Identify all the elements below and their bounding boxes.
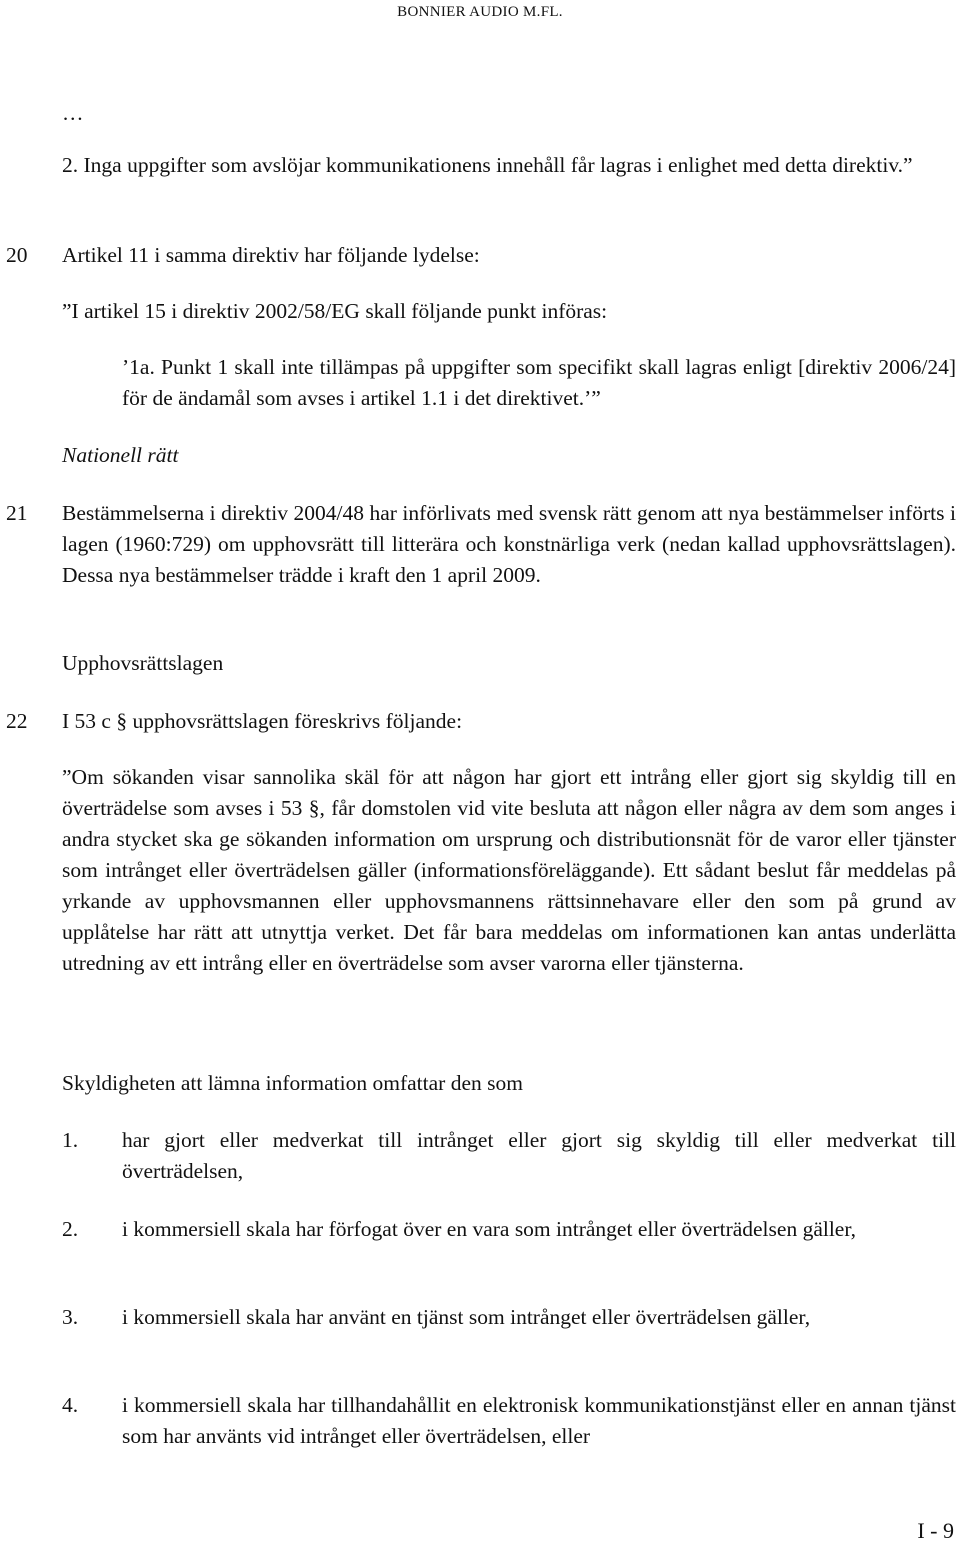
paragraph-21-text: Bestämmelserna i direktiv 2004/48 har införlivats med svensk rätt genom att nya bestämmelser införts i lagen (1960:729) om upphovsrätt till litterära och konstnärliga verk (nedan kallad upphovsrättslagen). Dessa nya bestämmelser trädde i kraft den 1 april 2009. [62,501,956,587]
list-item-text: har gjort eller medverkat till intrånget eller gjort sig skyldig till eller medverkat till överträdelsen, [122,1128,956,1183]
list-item-number: 1. [62,1128,79,1152]
paragraph-number-20: 20 [6,243,28,267]
quote-point-1a: ’1a. Punkt 1 skall inte tillämpas på uppgifter som specifikt skall lagras enligt [direktiv 2006/24] för de ändamål som avses i artikel 1.1 i det direktivet.’” [122,355,956,410]
paragraph-22-text: I 53 c § upphovsrättslagen föreskrivs följande: [62,709,463,733]
quote-intro: ”I artikel 15 i direktiv 2002/58/EG skall följande punkt införas: [62,299,608,323]
paragraph-number-21: 21 [6,501,28,525]
list-item-number: 4. [62,1393,79,1417]
heading-upphovsrattslagen: Upphovsrättslagen [62,651,224,675]
paragraph-number-22: 22 [6,709,28,733]
paragraph-20-text: Artikel 11 i samma direktiv har följande lydelse: [62,243,480,267]
list-item-text: i kommersiell skala har tillhandahållit en elektronisk kommunikationstjänst eller en annan tjänst som har använts vid intrånget eller överträdelsen, eller [122,1393,956,1448]
heading-nationell-ratt: Nationell rätt [62,443,179,467]
list-item-number: 3. [62,1305,79,1329]
list-item-text: i kommersiell skala har använt en tjänst som intrånget eller överträdelsen gäller, [122,1305,811,1329]
quoted-item-2: 2. Inga uppgifter som avslöjar kommunikationens innehåll får lagras i enlighet med detta direktiv.” [62,153,913,177]
list-intro: Skyldigheten att lämna information omfattar den som [62,1071,523,1095]
ellipsis: … [62,101,84,125]
running-header: BONNIER AUDIO M.FL. [397,4,563,20]
page-number: I - 9 [917,1518,954,1543]
list-item-number: 2. [62,1217,79,1241]
list-item-text: i kommersiell skala har förfogat över en vara som intrånget eller överträdelsen gäller, [122,1217,857,1241]
quote-53c: ”Om sökanden visar sannolika skäl för att någon har gjort ett intrång eller gjort sig skyldig till en överträdelse som avses i 53 §, får domstolen vid vite besluta att någon eller några av dem som anges i andra stycket ska ge sökanden information om ursprung och distributionsnät för de varor eller tjänster som intrånget eller överträdelsen gäller (informationsföreläggande). Ett sådant beslut får meddelas på yrkande av upphovsmannen eller upphovsmannens rättsinnehavare eller den som på grund av upplåtelse har rätt att utnyttja verket. Det får bara meddelas om informationen kan antas underlätta utredning av ett intrång eller en överträdelse som avser varorna eller tjänsterna. [62,765,956,975]
